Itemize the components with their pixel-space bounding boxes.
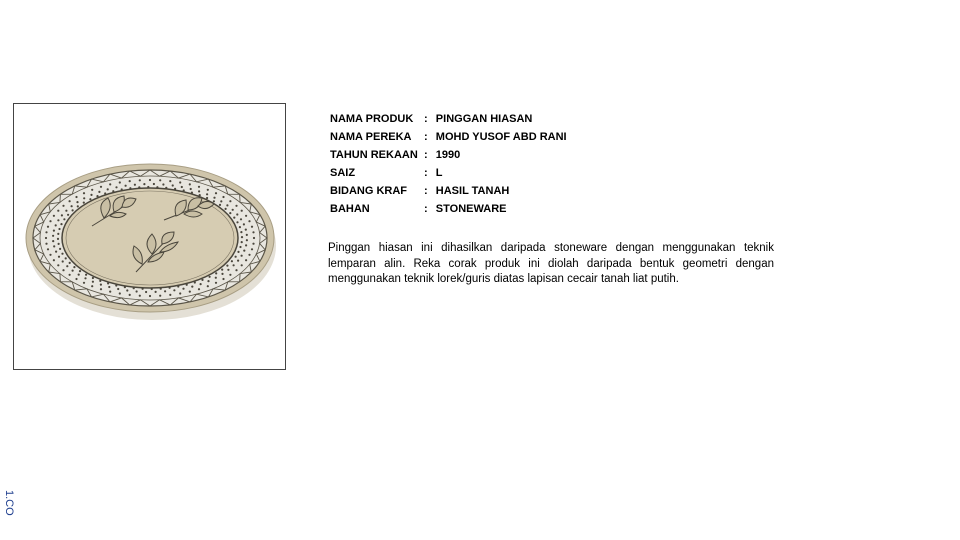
info-label: BIDANG KRAF xyxy=(330,185,407,197)
plate-image xyxy=(14,104,285,369)
info-label: TAHUN REKAAN xyxy=(330,149,418,161)
info-row-product-name xyxy=(328,110,569,128)
info-row-designer xyxy=(328,128,569,146)
info-label: BAHAN xyxy=(330,203,370,215)
info-row-size xyxy=(328,164,569,182)
info-separator: : xyxy=(423,185,428,197)
product-info-table xyxy=(328,110,569,218)
info-row-craft-field xyxy=(328,182,569,200)
info-value: MOHD YUSOF ABD RANI xyxy=(435,131,567,143)
info-value: HASIL TANAH xyxy=(435,185,510,197)
info-label: NAMA PEREKA xyxy=(330,131,412,143)
info-separator: : xyxy=(423,203,428,215)
info-separator: : xyxy=(423,167,428,179)
info-label: SAIZ xyxy=(330,167,356,179)
product-photo xyxy=(13,103,286,370)
info-label: NAMA PRODUK xyxy=(330,113,414,125)
info-row-design-year xyxy=(328,146,569,164)
info-row-material xyxy=(328,200,569,218)
info-separator: : xyxy=(423,149,428,161)
info-separator: : xyxy=(423,131,428,143)
info-separator: : xyxy=(423,113,428,125)
product-description: Pinggan hiasan ini dihasilkan daripada stoneware dengan menggunakan teknik lemparan alin. Reka corak produk ini diolah daripada bentuk geometri dengan menggunakan teknik lorek/guris diatas lapisan cecair tanah liat putih. xyxy=(328,242,774,285)
info-value: STONEWARE xyxy=(435,203,507,215)
info-value: L xyxy=(435,167,443,179)
info-value: 1990 xyxy=(435,149,461,161)
info-value: PINGGAN HIASAN xyxy=(435,113,533,125)
side-text: 1.CO xyxy=(3,490,15,516)
